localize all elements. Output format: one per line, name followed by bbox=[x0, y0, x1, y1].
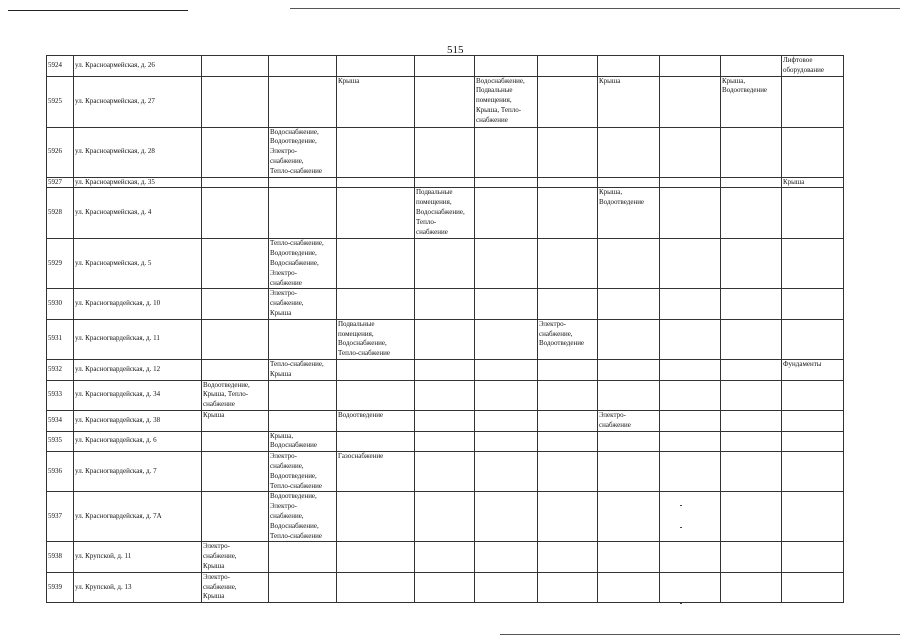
row-number: 5928 bbox=[47, 188, 74, 239]
work-cell bbox=[269, 56, 337, 77]
work-cell bbox=[721, 76, 782, 127]
work-text: Крыша, Водоснабжение bbox=[270, 431, 318, 450]
table-row bbox=[47, 572, 844, 602]
work-cell bbox=[721, 410, 782, 431]
work-cell bbox=[782, 359, 844, 380]
work-cell bbox=[415, 289, 475, 319]
row-number: 5929 bbox=[47, 239, 74, 289]
work-cell bbox=[660, 76, 721, 127]
work-text: Подвальные помещения, Водоснабжение, Тепло-снабжение bbox=[338, 319, 390, 358]
work-cell bbox=[660, 492, 721, 542]
work-text: Водоснабжение, Подвальные помещения, Крыша, Тепло- снабжение bbox=[476, 76, 525, 124]
work-cell bbox=[598, 380, 660, 410]
table-row bbox=[47, 56, 844, 77]
work-cell bbox=[269, 289, 337, 319]
work-text: Крыша bbox=[599, 76, 621, 85]
work-cell bbox=[415, 127, 475, 177]
row-number: 5925 bbox=[47, 76, 74, 127]
work-cell bbox=[475, 177, 538, 188]
work-cell bbox=[202, 380, 269, 410]
address-cell: ул. Красногвардейская, д. 38 bbox=[74, 410, 202, 431]
address-cell: ул. Красногвардейская, д. 12 bbox=[74, 359, 202, 380]
work-cell bbox=[475, 289, 538, 319]
row-number: 5931 bbox=[47, 319, 74, 359]
work-cell bbox=[337, 359, 415, 380]
table-row bbox=[47, 380, 844, 410]
work-cell bbox=[538, 431, 598, 452]
work-text: Электро- снабжение, Водоотведение bbox=[539, 319, 585, 348]
work-cell bbox=[721, 188, 782, 239]
work-cell bbox=[337, 410, 415, 431]
work-cell bbox=[415, 431, 475, 452]
work-cell bbox=[269, 542, 337, 572]
work-cell bbox=[660, 319, 721, 359]
work-cell bbox=[415, 188, 475, 239]
work-cell bbox=[721, 431, 782, 452]
work-cell bbox=[269, 431, 337, 452]
work-text: Крыша bbox=[783, 177, 805, 186]
work-cell bbox=[660, 359, 721, 380]
row-number: 5937 bbox=[47, 492, 74, 542]
work-text: Крыша, Водоотведение bbox=[722, 76, 768, 95]
work-cell bbox=[475, 410, 538, 431]
work-cell bbox=[475, 572, 538, 602]
work-cell bbox=[415, 572, 475, 602]
address-cell: ул. Крупской, д. 13 bbox=[74, 572, 202, 602]
work-cell bbox=[415, 76, 475, 127]
work-cell bbox=[782, 76, 844, 127]
work-cell bbox=[202, 572, 269, 602]
table-row bbox=[47, 289, 844, 319]
work-cell bbox=[202, 452, 269, 492]
scan-speck bbox=[680, 527, 682, 528]
work-cell bbox=[415, 239, 475, 289]
work-cell bbox=[721, 572, 782, 602]
work-cell bbox=[415, 492, 475, 542]
work-cell bbox=[269, 319, 337, 359]
work-cell bbox=[782, 492, 844, 542]
work-text: Электро- снабжение, Водоотведение, Тепло-снабжение bbox=[270, 452, 322, 490]
work-text: Крыша, Водоотведение bbox=[599, 188, 645, 207]
work-cell bbox=[782, 431, 844, 452]
work-cell bbox=[660, 452, 721, 492]
work-cell bbox=[782, 239, 844, 289]
work-cell bbox=[269, 188, 337, 239]
work-cell bbox=[415, 380, 475, 410]
work-cell bbox=[598, 492, 660, 542]
work-cell bbox=[475, 127, 538, 177]
table-row bbox=[47, 410, 844, 431]
work-cell bbox=[269, 572, 337, 602]
work-text: Крыша bbox=[338, 76, 360, 85]
work-cell bbox=[721, 492, 782, 542]
work-cell bbox=[598, 431, 660, 452]
work-cell bbox=[202, 76, 269, 127]
work-cell bbox=[337, 127, 415, 177]
work-cell bbox=[721, 319, 782, 359]
table-row bbox=[47, 452, 844, 492]
work-cell bbox=[269, 452, 337, 492]
work-cell bbox=[721, 239, 782, 289]
work-cell bbox=[538, 380, 598, 410]
work-cell bbox=[415, 359, 475, 380]
repair-schedule-table bbox=[46, 55, 844, 603]
address-cell: ул. Красноармейская, д. 28 bbox=[74, 127, 202, 177]
work-cell bbox=[721, 380, 782, 410]
work-cell bbox=[337, 177, 415, 188]
address-cell: ул. Красногвардейская, д. 10 bbox=[74, 289, 202, 319]
address-cell: ул. Красногвардейская, д. 7А bbox=[74, 492, 202, 542]
work-cell bbox=[538, 177, 598, 188]
row-number: 5924 bbox=[47, 56, 74, 77]
work-cell bbox=[660, 127, 721, 177]
work-cell bbox=[337, 572, 415, 602]
work-cell bbox=[475, 319, 538, 359]
work-text: Электро- снабжение, Крыша bbox=[203, 572, 237, 601]
work-cell bbox=[269, 177, 337, 188]
work-text: Электро- снабжение bbox=[599, 410, 631, 429]
work-cell bbox=[598, 127, 660, 177]
work-cell bbox=[782, 319, 844, 359]
work-text: Водоотведение bbox=[338, 410, 384, 419]
work-cell bbox=[538, 239, 598, 289]
table-row bbox=[47, 127, 844, 177]
row-number: 5936 bbox=[47, 452, 74, 492]
work-cell bbox=[598, 56, 660, 77]
table-row bbox=[47, 492, 844, 542]
work-cell bbox=[475, 359, 538, 380]
work-cell bbox=[202, 188, 269, 239]
address-cell: ул. Крупской, д. 11 bbox=[74, 542, 202, 572]
work-text: Тепло-снабжение, Крыша bbox=[270, 359, 324, 378]
work-cell bbox=[598, 289, 660, 319]
work-text: Электро- снабжение, Крыша bbox=[203, 542, 237, 570]
work-cell bbox=[538, 319, 598, 359]
work-cell bbox=[475, 380, 538, 410]
work-cell bbox=[721, 56, 782, 77]
work-cell bbox=[337, 319, 415, 359]
address-cell: ул. Красноармейская, д. 5 bbox=[74, 239, 202, 289]
address-cell: ул. Красноармейская, д. 27 bbox=[74, 76, 202, 127]
work-cell bbox=[538, 76, 598, 127]
work-cell bbox=[475, 188, 538, 239]
work-cell bbox=[660, 380, 721, 410]
address-cell: ул. Красноармейская, д. 4 bbox=[74, 188, 202, 239]
work-cell bbox=[538, 56, 598, 77]
work-cell bbox=[475, 76, 538, 127]
work-cell bbox=[538, 359, 598, 380]
table-row bbox=[47, 359, 844, 380]
row-number: 5935 bbox=[47, 431, 74, 452]
work-cell bbox=[598, 572, 660, 602]
work-cell bbox=[337, 239, 415, 289]
work-cell bbox=[782, 572, 844, 602]
work-text: Крыша bbox=[203, 410, 225, 419]
table-row bbox=[47, 76, 844, 127]
scan-speck bbox=[680, 505, 682, 506]
work-cell bbox=[721, 359, 782, 380]
work-cell bbox=[269, 359, 337, 380]
work-cell bbox=[337, 431, 415, 452]
row-number: 5926 bbox=[47, 127, 74, 177]
work-cell bbox=[538, 127, 598, 177]
work-cell bbox=[202, 492, 269, 542]
table-row bbox=[47, 239, 844, 289]
work-cell bbox=[782, 127, 844, 177]
row-number: 5930 bbox=[47, 289, 74, 319]
work-cell bbox=[660, 289, 721, 319]
work-text: Электро- снабжение, Крыша bbox=[270, 289, 304, 317]
work-cell bbox=[269, 127, 337, 177]
work-cell bbox=[202, 410, 269, 431]
table-row bbox=[47, 188, 844, 239]
row-number: 5933 bbox=[47, 380, 74, 410]
scan-speck bbox=[680, 603, 682, 604]
work-cell bbox=[782, 452, 844, 492]
table-row bbox=[47, 319, 844, 359]
work-cell bbox=[782, 542, 844, 572]
address-cell: ул. Красноармейская, д. 35 bbox=[74, 177, 202, 188]
address-cell: ул. Красногвардейская, д. 34 bbox=[74, 380, 202, 410]
work-cell bbox=[598, 542, 660, 572]
work-cell bbox=[660, 572, 721, 602]
work-cell bbox=[538, 572, 598, 602]
work-cell bbox=[337, 56, 415, 77]
work-cell bbox=[415, 452, 475, 492]
work-cell bbox=[415, 177, 475, 188]
work-cell bbox=[538, 492, 598, 542]
work-cell bbox=[269, 492, 337, 542]
work-cell bbox=[269, 239, 337, 289]
work-cell bbox=[538, 542, 598, 572]
work-cell bbox=[660, 410, 721, 431]
work-cell bbox=[598, 239, 660, 289]
work-cell bbox=[782, 410, 844, 431]
work-cell bbox=[660, 56, 721, 77]
work-cell bbox=[415, 56, 475, 77]
work-cell bbox=[337, 452, 415, 492]
work-text: Тепло-снабжение, Водоотведение, Водоснабжение, Электро- снабжение bbox=[270, 239, 324, 287]
work-cell bbox=[475, 431, 538, 452]
row-number: 5932 bbox=[47, 359, 74, 380]
work-cell bbox=[202, 359, 269, 380]
work-cell bbox=[202, 56, 269, 77]
work-cell bbox=[475, 452, 538, 492]
work-cell bbox=[538, 452, 598, 492]
work-cell bbox=[475, 56, 538, 77]
work-cell bbox=[337, 76, 415, 127]
work-text: Водоотведение, Крыша, Тепло- снабжение bbox=[203, 380, 250, 409]
work-cell bbox=[660, 542, 721, 572]
work-cell bbox=[475, 542, 538, 572]
table-body bbox=[47, 56, 844, 603]
work-cell bbox=[202, 127, 269, 177]
work-cell bbox=[202, 289, 269, 319]
work-cell bbox=[415, 410, 475, 431]
work-cell bbox=[337, 289, 415, 319]
work-cell bbox=[202, 177, 269, 188]
row-number: 5927 bbox=[47, 177, 74, 188]
table-row bbox=[47, 431, 844, 452]
table-row bbox=[47, 177, 844, 188]
work-cell bbox=[660, 188, 721, 239]
work-cell bbox=[337, 380, 415, 410]
work-cell bbox=[782, 177, 844, 188]
work-cell bbox=[721, 177, 782, 188]
work-cell bbox=[337, 492, 415, 542]
work-text: Водоснабжение, Водоотведение, Электро- снабжение, Тепло-снабжение bbox=[270, 127, 322, 175]
work-cell bbox=[202, 542, 269, 572]
work-cell bbox=[782, 380, 844, 410]
row-number: 5938 bbox=[47, 542, 74, 572]
work-text: Подвальные помещения, Водоснабжение, Тепло- снабжение bbox=[416, 188, 465, 236]
row-number: 5939 bbox=[47, 572, 74, 602]
work-cell bbox=[598, 188, 660, 239]
work-cell bbox=[269, 380, 337, 410]
work-cell bbox=[598, 177, 660, 188]
work-cell bbox=[538, 410, 598, 431]
work-cell bbox=[269, 76, 337, 127]
scan-bottom-line bbox=[500, 634, 900, 635]
work-cell bbox=[202, 239, 269, 289]
work-cell bbox=[721, 127, 782, 177]
work-cell bbox=[721, 289, 782, 319]
work-cell bbox=[538, 188, 598, 239]
work-text: Газоснабжение bbox=[338, 452, 384, 461]
work-text: Лифтовое оборудование bbox=[783, 56, 825, 74]
work-cell bbox=[721, 452, 782, 492]
work-cell bbox=[598, 76, 660, 127]
work-cell bbox=[269, 410, 337, 431]
work-cell bbox=[475, 239, 538, 289]
work-cell bbox=[660, 431, 721, 452]
address-cell: ул. Красногвардейская, д. 6 bbox=[74, 431, 202, 452]
work-cell bbox=[782, 289, 844, 319]
address-cell: ул. Красногвардейская, д. 7 bbox=[74, 452, 202, 492]
scan-top-line-right bbox=[290, 8, 900, 9]
work-cell bbox=[598, 319, 660, 359]
work-cell bbox=[598, 359, 660, 380]
work-cell bbox=[721, 542, 782, 572]
work-cell bbox=[202, 431, 269, 452]
table-row bbox=[47, 542, 844, 572]
address-cell: ул. Красногвардейская, д. 11 bbox=[74, 319, 202, 359]
work-cell bbox=[415, 319, 475, 359]
work-cell bbox=[660, 177, 721, 188]
work-cell bbox=[337, 188, 415, 239]
address-cell: ул. Красноармейская, д. 26 bbox=[74, 56, 202, 77]
scan-top-line bbox=[8, 10, 188, 11]
work-text: Фундаменты bbox=[783, 359, 822, 368]
page-number: 515 bbox=[447, 44, 464, 56]
work-cell bbox=[782, 56, 844, 77]
work-cell bbox=[415, 542, 475, 572]
work-cell bbox=[475, 492, 538, 542]
work-cell bbox=[598, 452, 660, 492]
work-text: Водоотведение, Электро- снабжение, Водоснабжение, Тепло-снабжение bbox=[270, 492, 322, 540]
row-number: 5934 bbox=[47, 410, 74, 431]
work-cell bbox=[538, 289, 598, 319]
work-cell bbox=[337, 542, 415, 572]
work-cell bbox=[598, 410, 660, 431]
work-cell bbox=[660, 239, 721, 289]
work-cell bbox=[782, 188, 844, 239]
work-cell bbox=[202, 319, 269, 359]
